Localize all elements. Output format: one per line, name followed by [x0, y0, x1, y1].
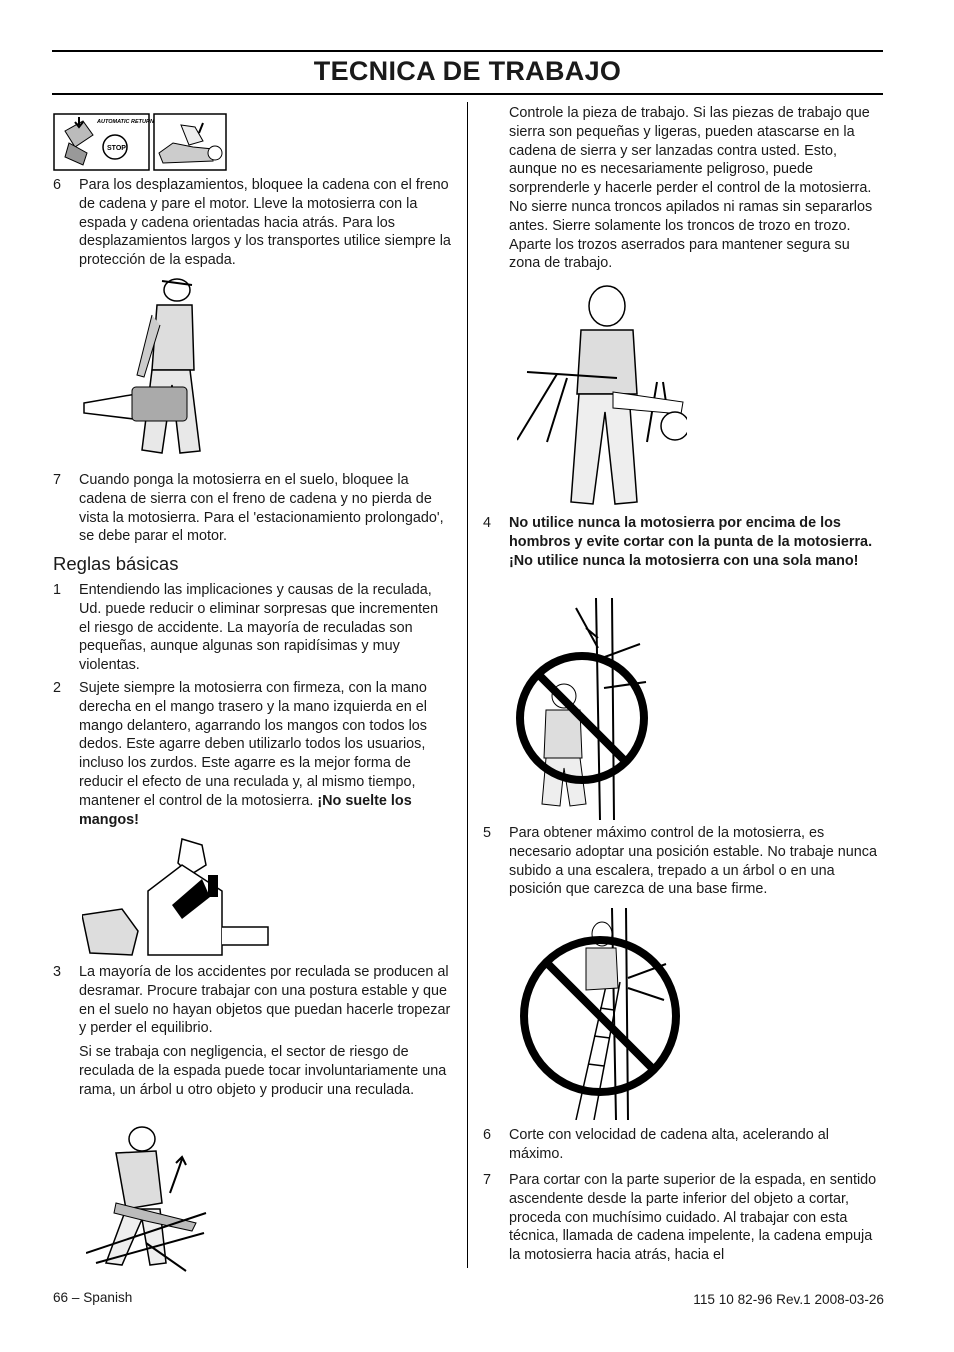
section-heading: Reglas básicas [53, 553, 179, 574]
header-rule-top [52, 50, 883, 52]
item-number: 7 [53, 472, 62, 488]
column-divider [467, 102, 468, 1268]
item-number: 2 [53, 680, 62, 696]
stop-label: STOP [107, 145, 126, 152]
item-number: 3 [53, 964, 62, 980]
item-number: 6 [483, 1127, 492, 1143]
page-title: TECNICA DE TRABAJO [313, 56, 622, 86]
item-bold-text: No utilice nunca la motosierra por encima de los hombros y evite cortar con la punta de la motosierra. ¡No utilice nunca la motosierra con una sola mano! [509, 515, 873, 569]
item-number: 1 [53, 582, 62, 598]
footer-page-label: 66 – Spanish [53, 1290, 133, 1305]
header-rule-bottom [52, 93, 883, 95]
item-text: La mayoría de los accidentes por reculada se producen al desramar. Procure trabajar con una postura estable y que en el suelo no hayan objetos que puedan hacerle tropezar y perder el equilibrio. [79, 964, 451, 1037]
rule-3-continued [79, 1043, 451, 1099]
carrying-chainsaw-illustration [82, 275, 207, 463]
item-text: Si se trabaja con negligencia, el sector de riesgo de reculada de la espada puede tocar involuntariamente una rama, un árbol u otro objeto y producir una reculada. [79, 1044, 447, 1098]
prohibited-overhead-cutting-illustration [516, 598, 661, 820]
item-text: Para cortar con la parte superior de la espada, en sentido ascendente desde la parte inferior del objeto a cortar, proceda con muchísimo cuidado. Al trabajar con esta técnica, llamada de cadena impelente, la cadena empuja la motosierra hacia atrás, hacia el [509, 1172, 877, 1264]
item-number: 5 [483, 825, 492, 841]
item-bold-text: ¡No suelte los mangos! [79, 792, 412, 828]
item-number: 7 [483, 1172, 492, 1188]
right-intro [509, 104, 884, 273]
item-number: 6 [53, 177, 62, 193]
intro-text: Controle la pieza de trabajo. Si las piezas de trabajo que sierra son pequeñas y ligeras, pueden atascarse en la cadena de sierra y ser lanzadas contra usted. Esto, aunque no es necesariamente peligroso, puede sorprenderle y hacerle perder el control de la motosierra. No sierre nunca troncos apilados ni ramas sin separarlos antes. Sierre solamente los troncos de trozo en trozo. Aparte los trozos aserrados para mantener segura su zona de trabajo. [509, 105, 873, 272]
item-text: Cuando ponga la motosierra en el suelo, bloquee la cadena de sierra con el freno de cadena y no pierda de vista la motosierra. Para el 'estacionamiento prolongado', se debe parar el motor. [79, 472, 444, 545]
limbing-illustration [86, 1123, 210, 1273]
sawhorse-cutting-illustration [517, 282, 687, 510]
chain-brake-icons [53, 113, 228, 171]
grip-handles-illustration [82, 835, 272, 961]
item-text: Sujete siempre la motosierra con firmeza, con la mano derecha en el mango trasero y la mano izquierda en el mango delantero, agarrando los mangos con todos los dedos. Este agarre deben utilizarlo todos los usuarios, incluso los zurdos. Este agarre es la mejor forma de reducir el efecto de una reculada y, al mismo tiempo, mantener el control de la motosierra. [79, 680, 427, 809]
item-text: Corte con velocidad de cadena alta, acelerando al máximo. [509, 1127, 830, 1162]
footer-doc-reference: 115 10 82-96 Rev.1 2008-03-26 [693, 1292, 884, 1307]
automatic-return-label: AUTOMATIC RETURN [97, 119, 154, 125]
item-text: Entendiendo las implicaciones y causas de la reculada, Ud. puede reducir o eliminar sorpresas que incrementen el riesgo de accidente. La mayoría de reculadas son pequeñas, aunque algunas son rapidísimas y muy violentas. [79, 582, 439, 674]
item-text: Para obtener máximo control de la motosierra, es necesario adoptar una posición estable. No trabaje nunca subido a una escalera, trepado a un árbol o en una posición que carezca de una base firme. [509, 825, 878, 898]
item-text: Para los desplazamientos, bloquee la cadena con el freno de cadena y pare el motor. Lleve la motosierra con la espada y cadena orientadas hacia atrás. Para los desplazamientos largos y los transportes utilice siempre la protección de la espada. [79, 177, 451, 269]
prohibited-ladder-illustration [516, 908, 686, 1120]
item-number: 4 [483, 515, 492, 531]
